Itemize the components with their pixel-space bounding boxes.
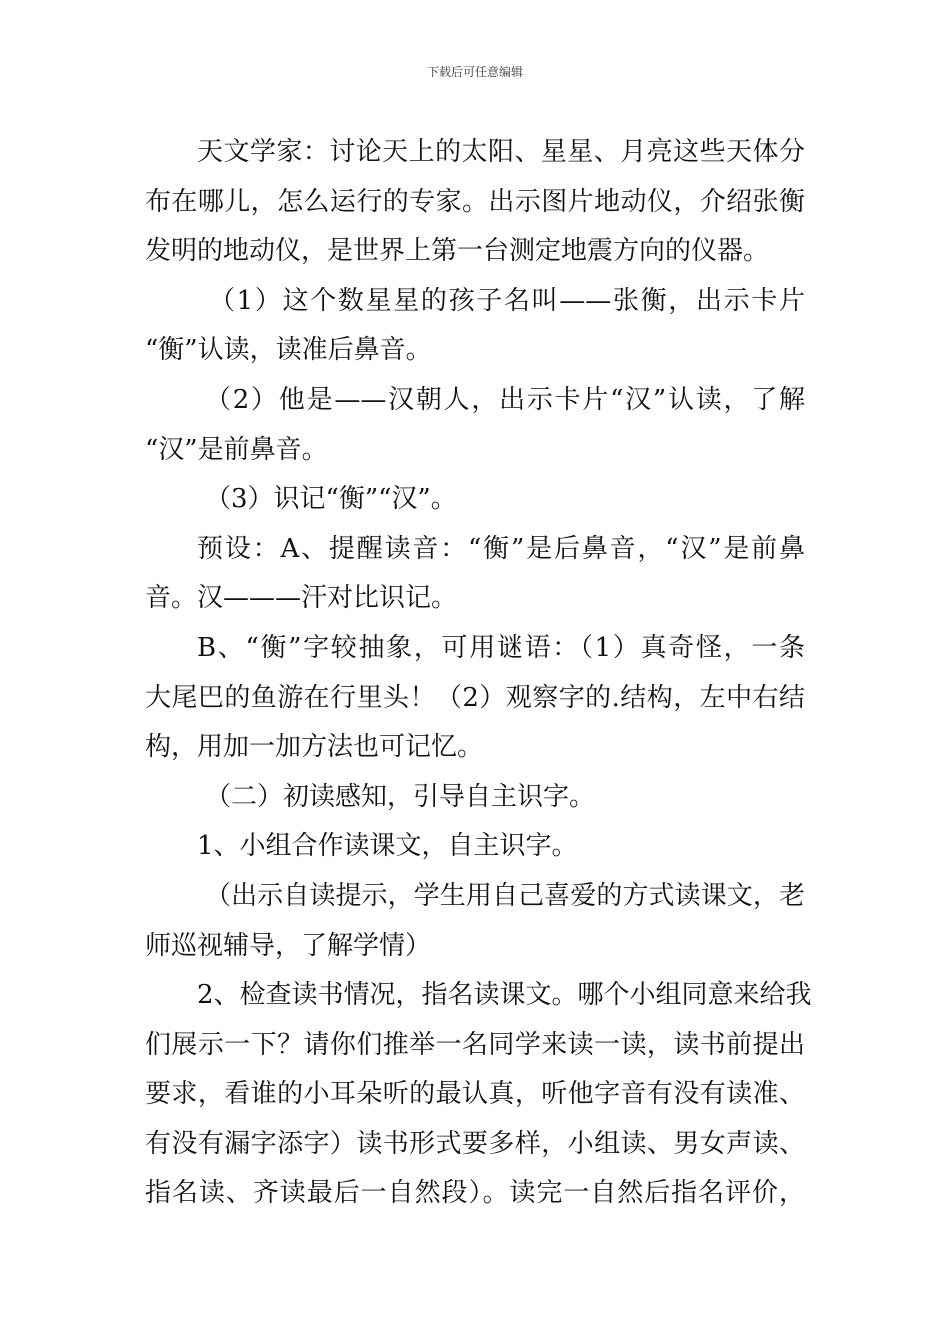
text-line: 2、检查读书情况，指名读课文。哪个小组同意来给我 <box>197 980 812 1011</box>
text-line: 构，用加一加方法也可记忆。 <box>145 732 484 763</box>
text-line: 师巡视辅导，了解学情） <box>145 930 432 961</box>
text-line: “汉”是前鼻音。 <box>145 434 328 465</box>
text-line: 们展示一下？请你们推举一名同学来读一读，读书前提出 <box>145 1029 805 1060</box>
text-line: （2）他是——汉朝人，出示卡片“汉”认读，了解 <box>205 384 805 415</box>
text-line: （3）识记“衡”“汉”。 <box>205 484 457 515</box>
text-line: 布在哪儿，怎么运行的专家。出示图片地动仪，介绍张衡 <box>145 186 805 217</box>
text-line: （1）这个数星星的孩子名叫——张衡，出示卡片 <box>209 285 805 316</box>
text-line: （出示自读提示，学生用自己喜爱的方式读课文，老 <box>205 880 805 911</box>
text-line: 发明的地动仪，是世界上第一台测定地震方向的仪器。 <box>145 236 770 267</box>
page-header-note: 下载后可任意编辑 <box>426 65 523 79</box>
text-line: 音。汉———汗对比识记。 <box>145 583 458 614</box>
text-line: “衡”认读，读准后鼻音。 <box>145 335 432 366</box>
text-line: 预设：A、提醒读音：“衡”是后鼻音，“汉”是前鼻 <box>197 533 805 564</box>
text-line: 要求，看谁的小耳朵听的最认真，听他字音有没有读准、 <box>145 1079 805 1110</box>
document-body <box>145 128 812 1219</box>
text-line: 指名读、齐读最后一自然段）。读完一自然后指名评价， <box>145 1178 805 1209</box>
text-line: 大尾巴的鱼游在行里头！（2）观察字的.结构，左中右结 <box>145 682 805 713</box>
text-line: （二）初读感知，引导自主识字。 <box>205 781 596 812</box>
text-line: B、“衡”字较抽象，可用谜语：（1）真奇怪，一条 <box>197 632 805 663</box>
text-line: 有没有漏字添字）读书形式要多样，小组读、男女声读、 <box>145 1128 805 1159</box>
text-line: 天文学家：讨论天上的太阳、星星、月亮这些天体分 <box>197 137 805 167</box>
text-line: 1、小组合作读课文，自主识字。 <box>197 831 578 862</box>
